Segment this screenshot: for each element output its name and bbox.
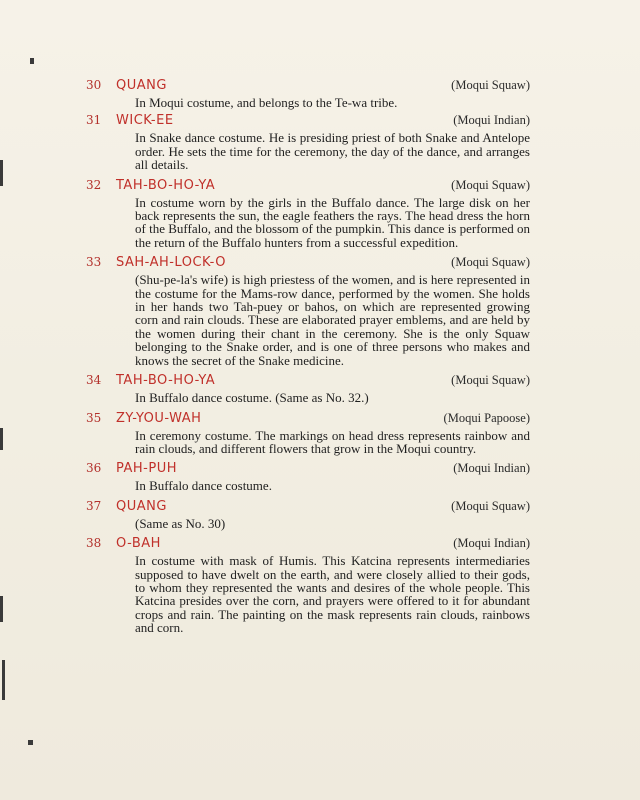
catalog-entry [86,113,530,171]
catalog-entry [86,78,530,109]
catalog-entry [86,461,530,492]
entry-description: (Shu-pe-la's wife) is high priestess of the women, and is here represented in the costume for the Mams-row dance, performed by the women. She holds in her hands two Tah-puey or bahos, on which are represented growing corn and rain clouds. These are elaborated prayer emblems, and are held by the women during their chant in the ceremony. She is the only Squaw belonging to the Snake order, and is one of three persons who makes and knows the secret of the Snake medicine. [135,272,530,368]
entry-number: 31 [86,113,102,128]
entry-description: In Buffalo dance costume. [135,478,272,494]
catalog-entry [86,178,530,250]
entry-description: In Moqui costume, and belongs to the Te-wa tribe. [135,95,398,110]
entry-tribe: (Moqui Squaw) [451,78,530,92]
entry-description: In ceremony costume. The markings on head dress represents rainbow and rain clouds, and different flowers that grow in the Moqui country. [135,427,530,456]
entry-tribe: (Moqui Indian) [453,113,530,128]
entry-description: In Snake dance costume. He is presiding priest of both Snake and Antelope order. He sets the time for the ceremony, the day of the dance, and arranges all details. [135,130,530,173]
entry-number: 35 [86,410,102,425]
catalog-entry [86,536,530,634]
binding-mark [30,58,34,64]
entry-tribe: (Moqui Indian) [453,461,530,476]
entry-number: 32 [86,177,102,192]
entry-number: 37 [86,498,102,513]
entry-name: O-BAH [116,536,161,552]
entry-name: ZY-YOU-WAH [116,410,202,426]
entry-number: 30 [86,78,102,92]
entry-name: TAH-BO-HO-YA [116,177,216,193]
binding-mark [28,740,33,745]
entry-number: 36 [86,461,102,476]
binding-mark [0,160,3,186]
entry-number: 33 [86,255,102,270]
catalog-entry [86,499,530,530]
entry-tribe: (Moqui Squaw) [451,255,530,270]
catalog-entry [86,373,530,404]
binding-mark [0,428,3,450]
entry-name: QUANG [116,78,167,93]
binding-mark [2,660,5,700]
binding-mark [0,596,3,622]
entry-name: PAH-PUH [116,461,177,477]
entry-tribe: (Moqui Squaw) [451,177,530,192]
entry-description: In costume with mask of Humis. This Katcina represents intermediaries supposed to have dwelt on the earth, and were closely allied to their gods, to whom they represented the wants and desires of the whole people. This Katcina presides over the corn, and prayers were offered to it for abundant crops and rain. The painting on the mask represents rain clouds, rainbows and corn. [135,553,530,636]
entry-tribe: (Moqui Papoose) [443,410,530,425]
entry-tribe: (Moqui Squaw) [451,373,530,388]
entry-number: 38 [86,536,102,551]
entry-name: SAH-AH-LOCK-O [116,255,226,271]
catalog-list [86,78,530,639]
entry-description: (Same as No. 30) [135,515,226,531]
entry-name: QUANG [116,498,167,514]
entry-description: In Buffalo dance costume. (Same as No. 32.) [135,390,369,406]
entry-number: 34 [86,373,102,388]
entry-name: TAH-BO-HO-YA [116,373,216,389]
entry-tribe: (Moqui Indian) [453,536,530,551]
catalog-entry [86,255,530,367]
entry-name: WICK-EE [116,113,174,129]
entry-description: In costume worn by the girls in the Buffalo dance. The large disk on her back represents the sun, the eagle feathers the rays. The head dress the horn of the Buffalo, and the blossom of the pumpkin. This dance is performed on the return of the Buffalo hunters from a successful expedition. [135,194,530,250]
entry-tribe: (Moqui Squaw) [451,498,530,513]
catalog-entry [86,411,530,456]
